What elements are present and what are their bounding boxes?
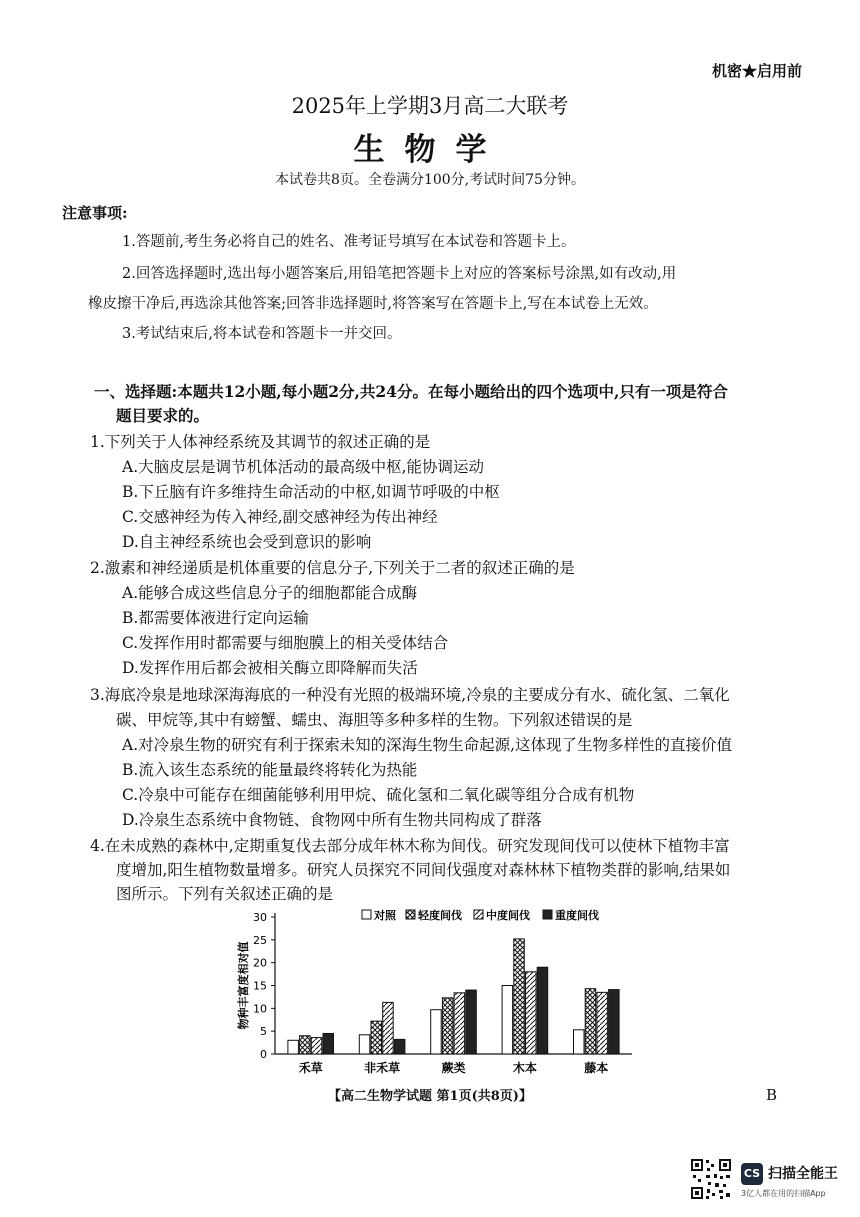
legend-swatch-1 [362, 910, 371, 919]
bar-1-1 [288, 1040, 299, 1054]
y-axis-label: 物种丰富度相对值 [237, 941, 250, 1030]
notice-heading: 注意事项: [62, 204, 128, 222]
question-1-option-d: D.自主神经系统也会受到意识的影响 [122, 533, 372, 551]
notice-item-2: 2.回答选择题时,选出每小题答案后,用铅笔把答题卡上对应的答案标号涂黑,如有改动,用 [122, 266, 677, 282]
question-3-option-d: D.冷泉生态系统中食物链、食物网中所有生物共同构成了群落 [122, 811, 542, 829]
question-1-option-b: B.下丘脑有许多维持生命活动的中枢,如调节呼吸的中枢 [122, 483, 500, 501]
exam-title: 2025年上学期3月高二大联考 [291, 94, 569, 118]
bar-2-5 [585, 989, 596, 1054]
legend-swatch-2 [406, 910, 415, 919]
question-1-stem: 1.下列关于人体神经系统及其调节的叙述正确的是 [90, 433, 431, 451]
bar-4-3 [466, 990, 477, 1054]
y-tick-label: 10 [253, 1002, 267, 1016]
exam-intro: 本试卷共8页。全卷满分100分,考试时间75分钟。 [275, 172, 585, 188]
bar-4-5 [609, 990, 620, 1054]
bar-1-2 [359, 1035, 370, 1054]
bar-3-2 [383, 1002, 394, 1054]
y-tick-label: 30 [253, 911, 267, 924]
legend-label-3: 中度间伐 [486, 909, 530, 922]
confidential-mark: 机密★启用前 [711, 62, 802, 80]
question-2-option-d: D.发挥作用后都会被相关酶立即降解而失活 [122, 659, 418, 677]
bar-3-3 [454, 993, 465, 1054]
x-category-label: 藤本 [584, 1061, 609, 1075]
legend-swatch-3 [474, 910, 483, 919]
x-category-label: 非禾草 [364, 1061, 401, 1075]
question-2-option-a: A.能够合成这些信息分子的细胞都能合成酶 [122, 584, 418, 602]
x-category-label: 木本 [512, 1061, 537, 1075]
question-2-stem: 2.激素和神经递质是机体重要的信息分子,下列关于二者的叙述正确的是 [90, 559, 575, 577]
bar-2-2 [371, 1021, 382, 1054]
y-tick-label: 15 [253, 979, 267, 993]
legend-label-2: 轻度间伐 [418, 909, 462, 922]
x-category-label: 禾草 [298, 1061, 323, 1075]
legend-swatch-4 [543, 910, 552, 919]
question-3-option-c: C.冷泉中可能存在细菌能够利用甲烷、硫化氢和二氧化碳等组分合成有机物 [122, 786, 635, 804]
qr-code-icon [690, 1158, 732, 1200]
question-4-stem-cont-1: 度增加,阳生植物数量增多。研究人员探究不同间伐强度对森林林下植物类群的影响,结果如 [116, 861, 731, 879]
question-3-stem: 3.海底冷泉是地球深海海底的一种没有光照的极端环境,冷泉的主要成分有水、硫化氢、二氧化 [90, 686, 730, 704]
question-3-stem-cont: 碳、甲烷等,其中有螃蟹、蠕虫、海胆等多种多样的生物。下列叙述错误的是 [116, 711, 633, 729]
y-tick-label: 25 [253, 933, 267, 947]
question-4-stem-cont-2: 图所示。下列有关叙述正确的是 [116, 885, 334, 903]
legend-label-1: 对照 [374, 909, 396, 922]
section-heading-cont: 题目要求的。 [116, 406, 210, 425]
question-3-option-a: A.对冷泉生物的研究有利于探索未知的深海生物生命起源,这体现了生物多样性的直接价值 [122, 736, 733, 754]
paper-version: B [766, 1086, 778, 1104]
y-tick-label: 0 [260, 1048, 267, 1061]
notice-item-3: 3.考试结束后,将本试卷和答题卡一并交回。 [122, 326, 402, 342]
bar-4-1 [323, 1033, 334, 1054]
bar-1-3 [431, 1010, 442, 1054]
camscanner-name: 扫描全能王 [768, 1166, 838, 1182]
question-4-stem: 4.在未成熟的森林中,定期重复伐去部分成年林木称为间伐。研究发现间伐可以使林下植物丰富 [90, 837, 730, 855]
y-tick-label: 5 [260, 1025, 267, 1039]
legend-label-4: 重度间伐 [555, 909, 599, 922]
bar-2-1 [300, 1036, 311, 1054]
species-richness-chart [230, 905, 640, 1080]
question-2-option-b: B.都需要体液进行定向运输 [122, 609, 309, 627]
subject-title: 生物学 [353, 132, 507, 168]
bar-2-4 [514, 939, 525, 1054]
question-1-option-a: A.大脑皮层是调节机体活动的最高级中枢,能协调运动 [122, 458, 485, 476]
y-tick-label: 20 [253, 956, 267, 970]
notice-item-2-cont: 橡皮擦干净后,再选涂其他答案;回答非选择题时,将答案写在答题卡上,写在本试卷上无效。 [88, 296, 658, 312]
question-2-option-c: C.发挥作用时都需要与细胞膜上的相关受体结合 [122, 634, 449, 652]
bar-3-4 [526, 972, 537, 1054]
x-category-label: 蕨类 [441, 1061, 466, 1075]
question-3-option-b: B.流入该生态系统的能量最终将转化为热能 [122, 761, 418, 779]
bar-1-4 [502, 986, 512, 1055]
bar-4-2 [394, 1039, 405, 1054]
notice-item-1: 1.答题前,考生务必将自己的姓名、准考证号填写在本试卷和答题卡上。 [122, 234, 576, 250]
page-footer: 【高二生物学试题 第1页(共8页)】 [328, 1089, 532, 1104]
bar-3-5 [597, 992, 608, 1054]
question-1-option-c: C.交感神经为传入神经,副交感神经为传出神经 [122, 508, 438, 526]
bar-1-5 [574, 1030, 585, 1054]
bar-4-4 [537, 967, 548, 1054]
bar-2-3 [442, 998, 453, 1054]
bar-3-1 [311, 1038, 322, 1054]
section-heading: 一、选择题:本题共12小题,每小题2分,共24分。在每小题给出的四个选项中,只有一项是符合 [94, 382, 728, 401]
camscanner-tagline: 3亿人都在用的扫描App [741, 1189, 826, 1198]
camscanner-logo: CS [741, 1163, 763, 1185]
